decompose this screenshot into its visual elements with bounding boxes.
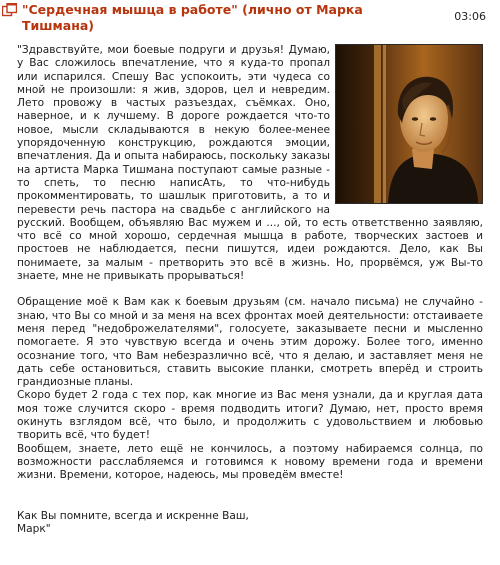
post-header [0, 0, 500, 38]
closing-line: Как Вы помните, всегда и искренне Ваш, [17, 509, 249, 522]
portrait-photo [335, 44, 483, 204]
post-title: "Сердечная мышца в работе" (лично от Марка Тишмана) [22, 2, 363, 33]
paragraph-1: "Здравствуйте, мои боевые подруги и друзья! Думаю, у Вас сложилось впечатление, что я куда-то пропал или испарился. Спешу Вас успокоить, эти чудеса со мной не произошли: я жив, здоров, цел и невредим. Лето провожу в частых разъездах, съёмках. Оно, наверное, и к лучшему. В дороге рождается что-то новое, мысли складываются в некую более-менее упорядоченную конструкцию, рождаются эмоции, впечатления. Да и опыта набираюсь, поскольку заказы на артиста Марка Тишмана поступают самые разные - то спеть, то песню написАть, то что-нибудь прокомментировать, то шашлык приготовить, а то и перевести речь пастора на свадьбе с английского на русский. Вообщем, объявляю Вас мужем и ..., ой, то есть ответственно заявляю, что всё со мной хорошо, сердечная мышца в работе, творческих застоев и простоев не наблюдается, песни пишутся, идеи рождаются. Дело, как Вы понимаете, за малым - претворить это всё в жизнь. Но, прорвёмся, уж Вы-то знаете, мне не привыкать прорываться! [17, 44, 483, 283]
article-body [17, 44, 483, 536]
paragraph-4: Вообщем, знаете, лето ещё не кончилось, а поэтому набираемся солнца, по возможности расслабляемся и готовимся к новому времени года и времени жизни. Времени, которое, надеюсь, мы проведём вместе! [17, 442, 483, 482]
paragraph-2: Обращение моё к Вам как к боевым друзьям (см. начало письма) не случайно - знаю, что Вы со мной и за меня на всех фронтах моей деятельности: отстаиваете меня перед "недоброжелателями", голосуете, заказываете песни и мысленно помогаете. Я это чувствую всегда и очень этим дорожу. Более того, именно осознание того, что Вам небезразлично всё, что я делаю, и заставляет меня не дать себе остановиться, ставить высокие планки, смотреть вперёд и строить грандиозные планы. [17, 296, 483, 389]
windows-icon [2, 3, 17, 18]
signature: Марк" [17, 522, 51, 535]
post-time: 03:06 [454, 10, 486, 23]
paragraph-3: Скоро будет 2 года с тех пор, как многие из Вас меня узнали, да и круглая дата моя тоже случится скоро - время подводить итоги? Думаю, нет, просто время окинуть взглядом всё, что было, и продолжить с удовольствием и любовью творить всё, что будет! [17, 389, 483, 442]
